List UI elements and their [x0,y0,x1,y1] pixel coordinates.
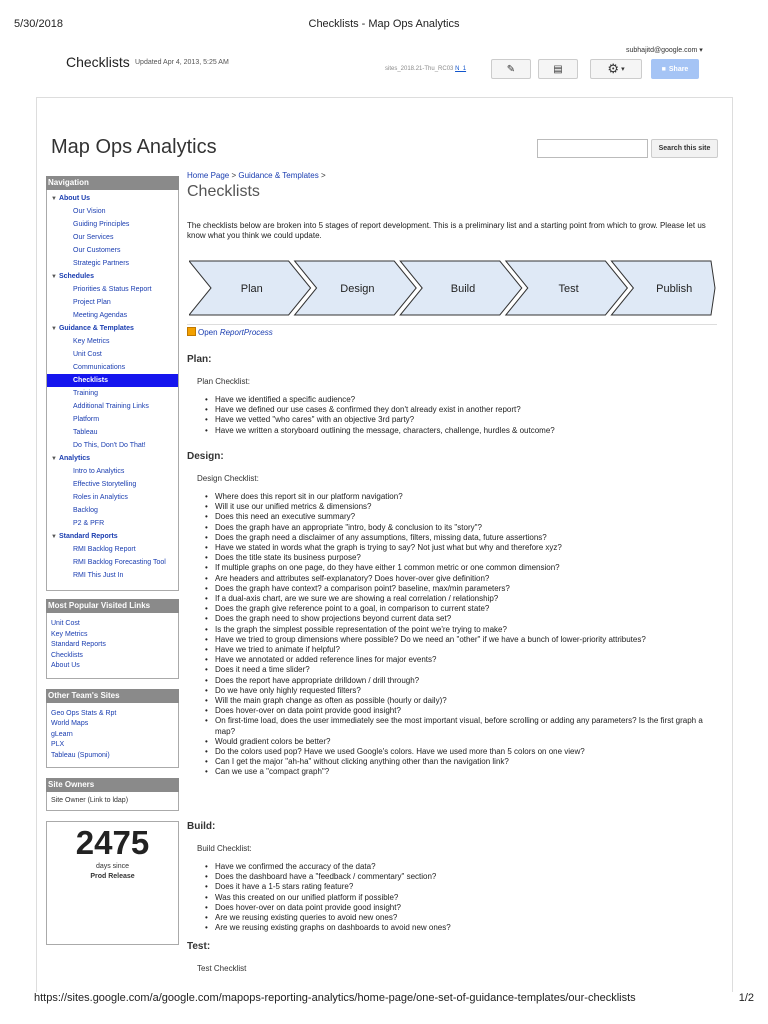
stage-label-build: Build [450,283,476,295]
list-item: • Would gradient colors be better? [215,737,717,747]
sidebar-item-checklists[interactable]: Checklists [47,374,178,387]
sidebar-item-effective-storytelling[interactable]: Effective Storytelling [73,481,137,488]
open-file-name: ReportProcess [219,328,273,337]
list-item: • Is the graph the simplest possible representation of the point we're trying to make? [215,625,717,635]
breadcrumb-home[interactable]: Home Page [187,171,230,180]
chevron-down-icon: ▾ [699,47,703,54]
nav-section-label: Guidance & Templates [58,325,134,332]
section-subtitle: Plan Checklist: [197,377,250,386]
counter-line2: Prod Release [90,873,135,880]
list-item: • Will it use our unified metrics & dimensions? [215,502,717,512]
new-page-button[interactable] [538,59,578,79]
toolbar-updated-text: Updated Apr 4, 2013, 5:25 AM [135,59,229,66]
sidebar-item-our-customers[interactable]: Our Customers [73,247,121,254]
collapse-triangle-icon[interactable]: ▼ [51,326,57,332]
sidebar-link-about-us[interactable]: About Us [51,662,80,669]
counter-value: 2475 [75,824,150,861]
breadcrumb-guidance[interactable]: Guidance & Templates [238,171,319,180]
list-item: • Are headers and attributes self-explanatory? Does hover-over give definition? [215,574,717,584]
sidebar-item-communications[interactable]: Communications [73,364,126,371]
section-subtitle: Design Checklist: [197,474,259,483]
sidebar-item-priorities-status-report[interactable]: Priorities & Status Report [73,286,152,293]
nav-section-label: Schedules [58,273,94,280]
account-menu[interactable] [626,46,703,54]
other-sites-header: Other Team's Sites [46,689,179,703]
list-item: • Does it have a 1-5 stars rating feature? [215,882,717,892]
print-title: Checklists - Map Ops Analytics [308,18,460,30]
presentation-file-icon [187,327,196,336]
intro-text: The checklists below are broken into 5 stages of report development. This is a preliminary list and a starting point from which to grow. Please let us know what you think we could update. [187,221,706,240]
nav-section-standard-reports[interactable] [47,530,178,543]
section-subtitle: Build Checklist: [197,844,252,853]
stage-label-design: Design [340,283,375,295]
sidebar-item-do-this-don-t-do-that[interactable]: Do This, Don't Do That! [73,442,146,449]
sidebar-item-tableau[interactable]: Tableau [73,429,98,436]
sidebar-item-key-metrics[interactable]: Key Metrics [73,338,110,345]
list-item: • If a dual-axis chart, are we sure we are showing a real correlation / relationship? [215,594,717,604]
stage-label-test: Test [558,283,579,295]
sidebar-link-geo-ops-stats-rpt[interactable]: Geo Ops Stats & Rpt [51,709,117,717]
list-item: • Does the graph give reference point to a goal, in comparison to current state? [215,604,717,614]
sidebar-link-plx[interactable]: PLX [51,741,65,748]
account-email: subhajitd@google.com [626,47,698,54]
edit-page-button[interactable] [491,59,531,79]
list-item: • Are we reusing existing queries to avoid new ones? [215,913,717,923]
list-item: • Have we written a storyboard outlining the message, characters, challenge, hurdles & outcome? [215,426,717,436]
counter-line1: days since [95,863,130,870]
stage-label-plan: Plan [240,283,263,295]
checklist-items [187,395,717,436]
sidebar-item-backlog[interactable]: Backlog [73,507,98,514]
revision-text: sites_2018.21-Thu_RC03 [385,66,454,72]
sidebar-link-standard-reports[interactable]: Standard Reports [51,641,106,648]
section-heading: Test: [187,941,211,952]
process-chevrons [189,260,717,316]
sidebar-item-p2-pfr[interactable]: P2 & PFR [73,520,105,527]
list-item: • Do we have only highly requested filters? [215,686,717,696]
list-item: • Can I get the major "ah-ha" without clicking anything other than the navigation link? [215,757,717,767]
collapse-triangle-icon[interactable]: ▼ [51,196,57,202]
sites-toolbar [0,44,768,84]
list-item: • Does hover-over on data point provide good insight? [215,706,717,716]
sidebar-item-our-vision[interactable]: Our Vision [73,208,106,215]
print-date: 5/30/2018 [14,18,63,30]
site-owner-link[interactable]: Site Owner (Link to ldap) [51,797,129,804]
other-sites-links [46,703,179,769]
open-prefix: Open [198,328,218,337]
nav-section-schedules[interactable] [47,270,178,283]
share-label: Share [668,65,689,73]
chevron-down-icon: ▾ [621,66,625,73]
list-item: • Have we defined our use cases & confirmed they don't already exist in another report? [215,405,717,415]
site-owners-box [46,792,179,811]
list-item: • If multiple graphs on one page, do they have either 1 common metric or one common dimension? [215,563,717,573]
breadcrumb: Home Page > Guidance & Templates > [187,171,326,180]
sidebar-item-intro-to-analytics[interactable]: Intro to Analytics [73,468,125,475]
open-report-process-link[interactable] [187,327,273,337]
process-diagram [189,260,717,316]
checklist-build [187,820,717,933]
list-item: • Have we tried to animate if helpful? [215,645,717,655]
list-item: • Does the graph need to show projections beyond current data set? [215,614,717,624]
navigation-tree [46,190,179,591]
sidebar-item-strategic-partners[interactable]: Strategic Partners [73,260,130,267]
nav-section-label: Standard Reports [58,533,118,540]
list-item: • Does the dashboard have a "feedback / commentary" section? [215,872,717,882]
sidebar [46,176,179,945]
checklist-items [187,492,717,778]
list-item: • Does this need an executive summary? [215,512,717,522]
sidebar-item-our-services[interactable]: Our Services [73,234,114,241]
section-heading: Plan: [187,354,212,365]
sidebar-link-tableau-spumoni[interactable]: Tableau (Spumoni) [51,751,110,759]
list-item: • Will the main graph change as often as possible (hourly or daily)? [215,696,717,706]
sidebar-item-rmi-backlog-forecasting-tool[interactable]: RMI Backlog Forecasting Tool [73,559,166,566]
list-item: • Have we stated in words what the graph is trying to say? Not just what but why and therefore xyz? [215,543,717,553]
sidebar-item-platform[interactable]: Platform [73,416,100,423]
revision-info [385,66,466,72]
popular-links [46,613,179,679]
sidebar-item-roles-in-analytics[interactable]: Roles in Analytics [73,494,128,501]
list-item: • Does the title state its business purpose? [215,553,717,563]
share-icon: ■ [661,65,666,73]
document-icon: ▤ [553,63,563,75]
gear-icon: ⚙ [607,61,620,76]
stage-label-publish: Publish [656,283,693,295]
list-item: • Does the graph need a disclaimer of any assumptions, filters, missing data, future assertions? [215,533,717,543]
release-counter [46,821,179,945]
nav-section-label: About Us [58,195,91,202]
sidebar-item-training[interactable]: Training [73,390,99,397]
print-footer [34,992,754,1006]
sidebar-item-additional-training-links[interactable]: Additional Training Links [73,403,149,410]
list-item: • Have we confirmed the accuracy of the data? [215,862,717,872]
main-content [187,170,717,973]
sidebar-item-project-plan[interactable]: Project Plan [73,299,111,306]
share-button[interactable] [651,59,699,79]
collapse-triangle-icon[interactable]: ▼ [51,456,57,462]
list-item: • Are we reusing existing graphs on dashboards to avoid new ones? [215,923,717,933]
list-item: • Can we use a "compact graph"? [215,767,717,777]
list-item: • Does the graph have an appropriate "intro, body & conclusion to its "story"? [215,523,717,533]
checklist-items [187,862,717,933]
more-actions-button[interactable] [590,59,642,79]
list-item: • On first-time load, does the user immediately see the most important visual, before scrolling or adding any parameters? Is the first graph a map? [215,716,717,736]
list-item: • Does the graph have context? a comparison point? baseline, max/min parameters? [215,584,717,594]
site-owners-header: Site Owners [46,778,179,792]
sidebar-item-guiding-principles[interactable]: Guiding Principles [73,221,130,228]
print-page-number: 1/2 [738,992,754,1004]
sidebar-item-rmi-this-just-in[interactable]: RMI This Just In [73,572,124,579]
print-header [14,18,754,32]
checklist-design [187,450,717,778]
sidebar-link-glearn[interactable]: gLearn [51,730,73,738]
sidebar-link-unit-cost[interactable]: Unit Cost [51,620,80,627]
list-item: • Does it need a time slider? [215,665,717,675]
search-input[interactable] [537,139,648,158]
sidebar-item-meeting-agendas[interactable]: Meeting Agendas [73,312,128,319]
sidebar-item-unit-cost[interactable]: Unit Cost [73,351,102,358]
sidebar-link-key-metrics[interactable]: Key Metrics [51,630,88,638]
navigation-header: Navigation [46,176,179,190]
list-item: • Have we annotated or added reference lines for major events? [215,655,717,665]
collapse-triangle-icon[interactable]: ▼ [51,534,57,540]
list-item: • Where does this report sit in our platform navigation? [215,492,717,502]
divider [187,324,717,325]
section-subtitle: Test Checklist [197,964,247,973]
page-title: Checklists [187,183,260,200]
toolbar-page-name: Checklists [66,54,130,70]
revision-link[interactable]: N_1 [455,66,467,72]
list-item: • Have we vetted "who cares" with an objective 3rd party? [215,415,717,425]
nav-section-about-us[interactable] [47,192,178,205]
list-item: • Was this created on our unified platform if possible? [215,893,717,903]
list-item: • Have we identified a specific audience? [215,395,717,405]
popular-links-header: Most Popular Visited Links [46,599,179,613]
checklist-test [187,940,717,982]
sidebar-item-rmi-backlog-report[interactable]: RMI Backlog Report [73,546,136,553]
search-button[interactable]: Search this site [651,139,718,158]
nav-section-guidance-templates[interactable] [47,322,178,335]
sidebar-link-world-maps[interactable]: World Maps [51,720,89,727]
section-heading: Design: [187,451,224,462]
list-item: • Do the colors used pop? Have we used Google's colors. Have we used more than 5 colors on one view? [215,747,717,757]
section-heading: Build: [187,821,216,832]
sidebar-link-checklists[interactable]: Checklists [51,651,83,659]
nav-section-label: Analytics [58,455,91,462]
nav-section-analytics[interactable] [47,452,178,465]
list-item: • Have we tried to group dimensions where possible? Do we need an "other" if we have a bunch of lower-priority attributes? [215,635,717,645]
checklist-plan [187,353,717,436]
list-item: • Does the report have appropriate drilldown / drill through? [215,676,717,686]
list-item: • Does hover-over on data point provide good insight? [215,903,717,913]
site-title[interactable]: Map Ops Analytics [51,136,217,158]
collapse-triangle-icon[interactable]: ▼ [51,274,57,280]
print-url: https://sites.google.com/a/google.com/mapops-reporting-analytics/home-page/one-set-of-guidance-templates/our-checklists [34,992,636,1004]
pencil-icon: ✎ [506,63,516,75]
